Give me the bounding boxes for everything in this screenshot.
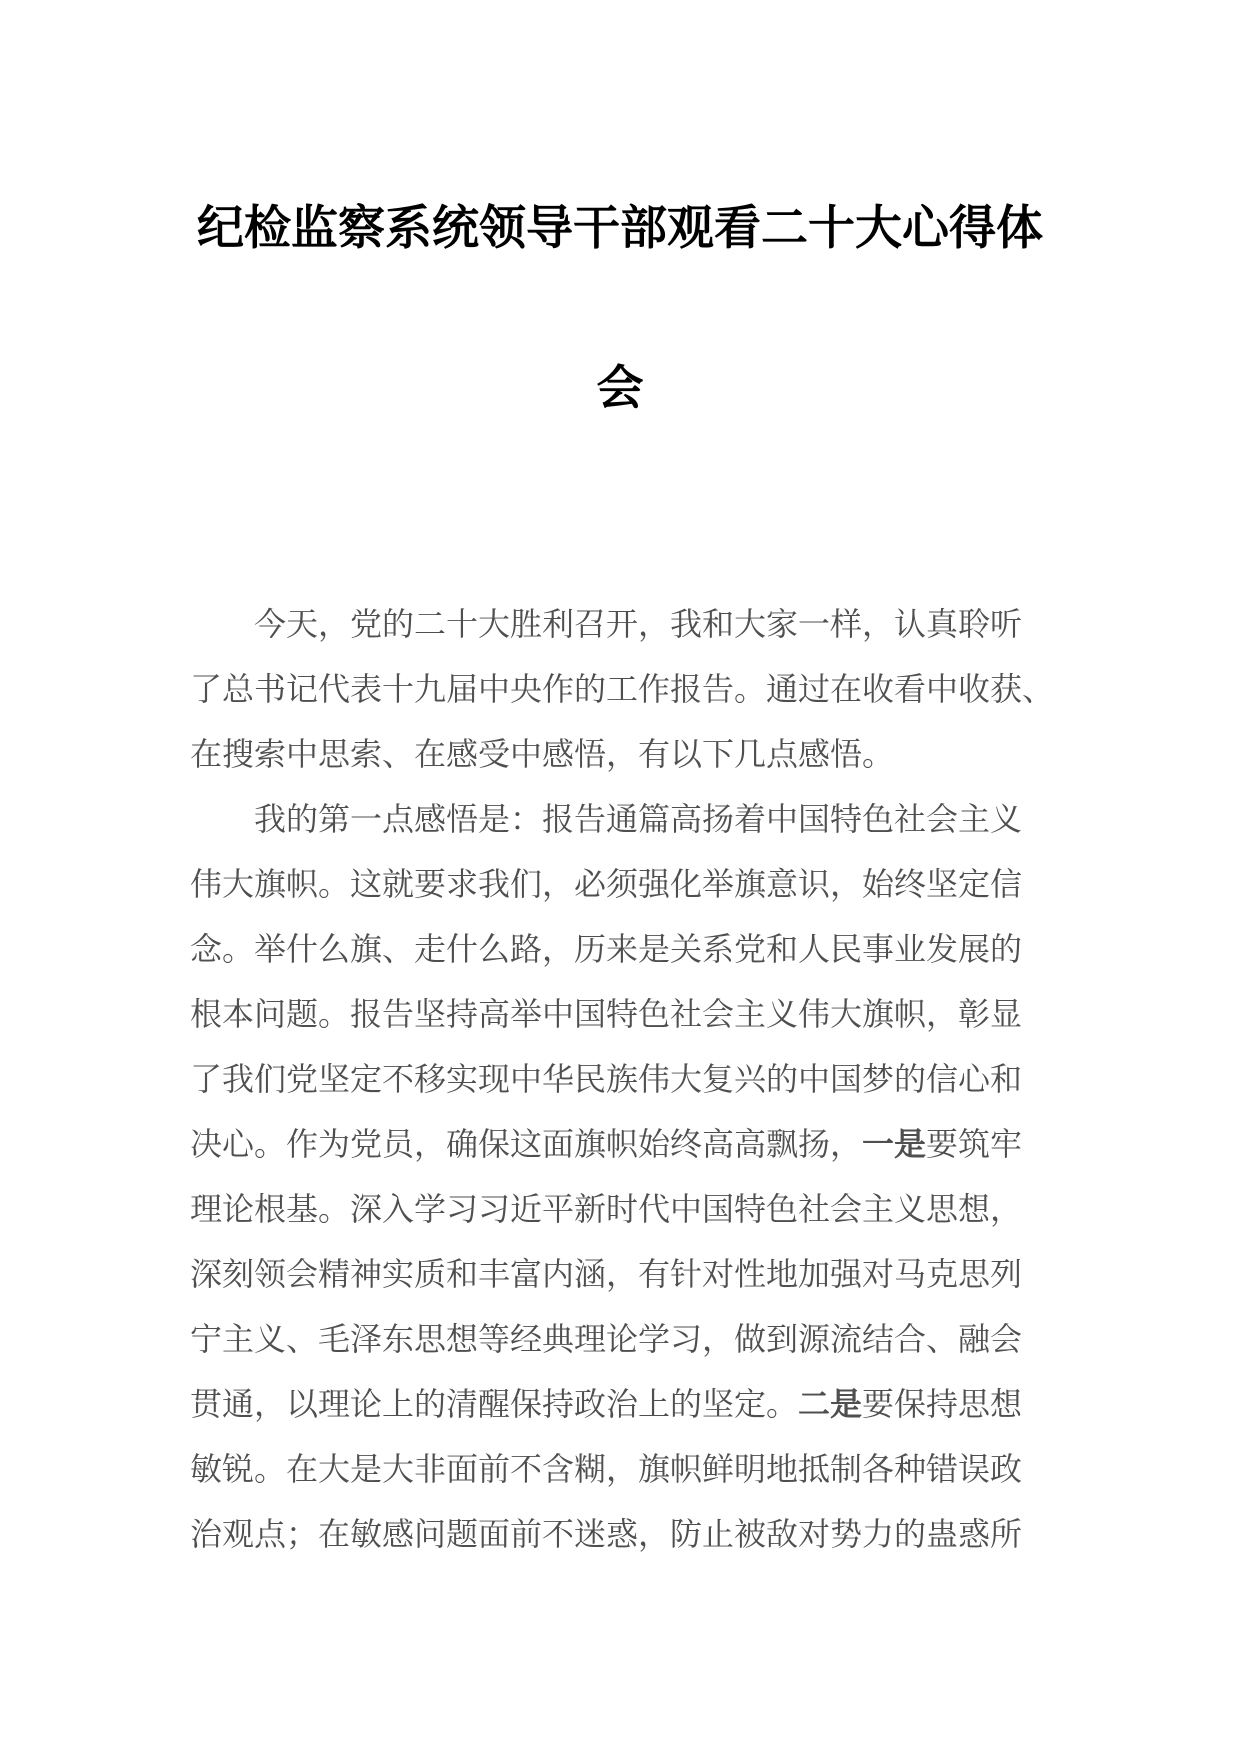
document-title-line-2: 会 bbox=[596, 363, 644, 415]
text-run: 今天，党的二十大胜利召开，我和大家一样，认真聆听 bbox=[254, 606, 1023, 642]
text-line bbox=[190, 1437, 1060, 1502]
text-run: 根本问题。报告坚持高举中国特色社会主义伟大旗帜，彰显 bbox=[190, 996, 1023, 1032]
text-run: 伟大旗帜。这就要求我们，必须强化举旗意识，始终坚定信 bbox=[190, 866, 1023, 902]
text-run: 决心。作为党员，确保这面旗帜始终高高飘扬， bbox=[190, 1126, 863, 1162]
text-line bbox=[190, 722, 1060, 787]
paragraph-first-line bbox=[190, 787, 1060, 852]
text-run: 理论根基。深入学习习近平新时代中国特色社会主义思想， bbox=[190, 1191, 1023, 1227]
text-run: 要保持思想 bbox=[862, 1386, 1023, 1422]
text-run: 敏锐。在大是大非面前不含糊，旗帜鲜明地抵制各种错误政 bbox=[190, 1451, 1023, 1487]
text-run: 深刻领会精神实质和丰富内涵，有针对性地加强对马克思列 bbox=[190, 1256, 1023, 1292]
text-line bbox=[190, 982, 1060, 1047]
text-run: 了总书记代表十九届中央作的工作报告。通过在收看中收获、 bbox=[190, 671, 1055, 707]
text-run: 贯通，以理论上的清醒保持政治上的坚定。 bbox=[190, 1386, 799, 1422]
text-line bbox=[190, 1047, 1060, 1112]
bold-text-run: 一是 bbox=[862, 1126, 927, 1162]
text-run: 念。举什么旗、走什么路，历来是关系党和人民事业发展的 bbox=[190, 931, 1023, 967]
text-run: 宁主义、毛泽东思想等经典理论学习，做到源流结合、融会 bbox=[190, 1321, 1023, 1357]
text-line bbox=[190, 917, 1060, 982]
text-run: 要筑牢 bbox=[926, 1126, 1023, 1162]
text-run: 治观点；在敏感问题面前不迷惑，防止被敌对势力的蛊惑所 bbox=[190, 1516, 1023, 1552]
text-run: 在搜索中思索、在感受中感悟，有以下几点感悟。 bbox=[190, 736, 895, 772]
document-title-line-1: 纪检监察系统领导干部观看二十大心得体 bbox=[197, 203, 1043, 255]
text-line bbox=[190, 1242, 1060, 1307]
text-line bbox=[190, 852, 1060, 917]
text-line bbox=[190, 1372, 1060, 1437]
paragraph-first-line bbox=[190, 592, 1060, 657]
bold-text-run: 二是 bbox=[798, 1386, 863, 1422]
text-line bbox=[190, 1112, 1060, 1177]
text-line bbox=[190, 657, 1060, 722]
text-line bbox=[190, 1307, 1060, 1372]
text-run: 我的第一点感悟是：报告通篇高扬着中国特色社会主义 bbox=[254, 801, 1023, 837]
document-title bbox=[95, 149, 1145, 469]
document-body bbox=[190, 592, 1060, 1567]
text-line bbox=[190, 1177, 1060, 1242]
text-run: 了我们党坚定不移实现中华民族伟大复兴的中国梦的信心和 bbox=[190, 1061, 1023, 1097]
text-line bbox=[190, 1502, 1060, 1567]
